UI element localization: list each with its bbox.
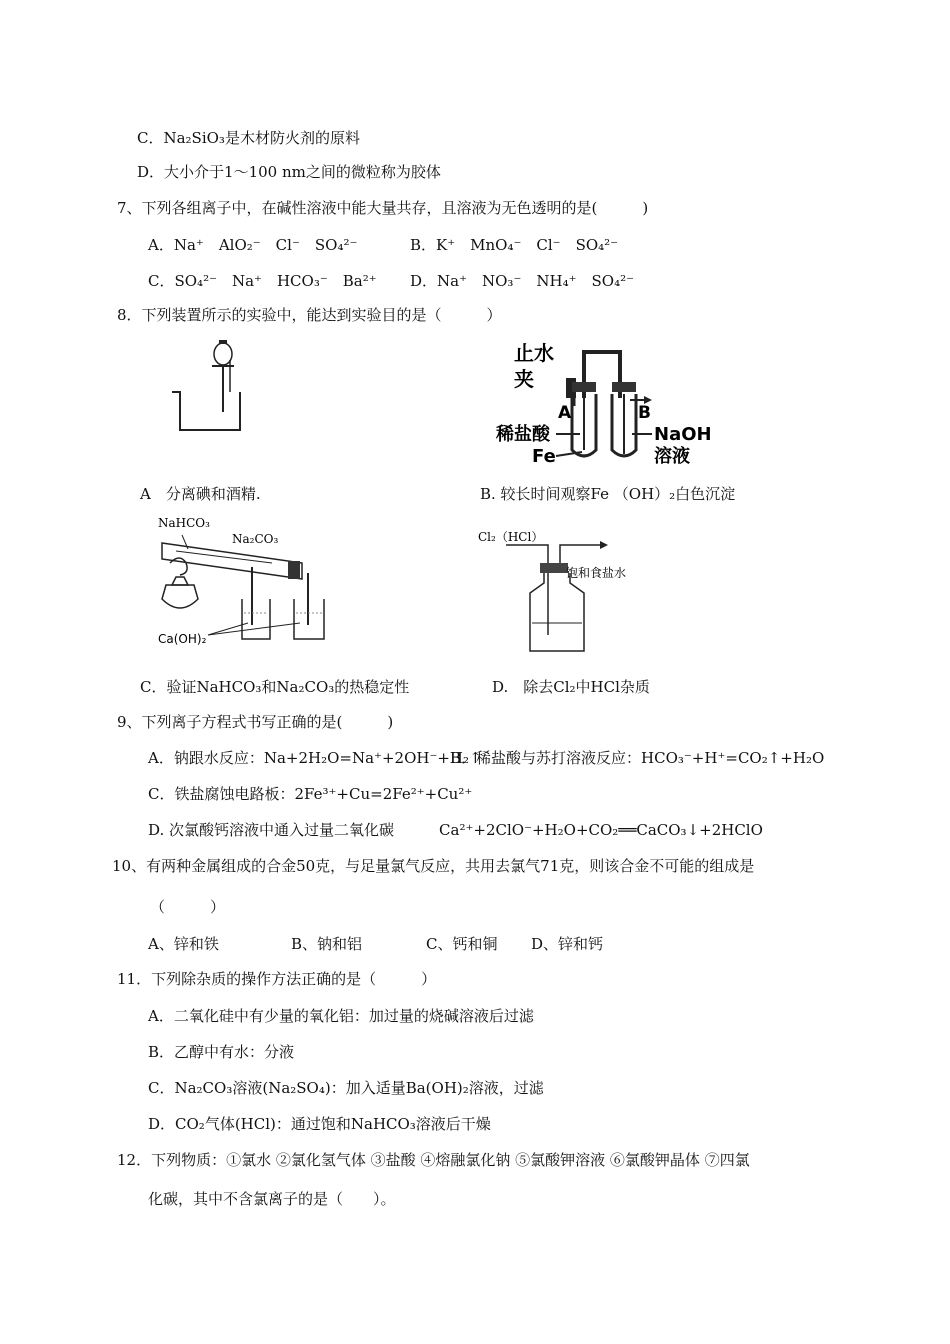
- q11-option-a: A．二氧化硅中有少量的氧化铝：加过量的烧碱溶液后过滤: [148, 1007, 534, 1025]
- q8-stem: 8．下列装置所示的实验中，能达到实验目的是（ ）: [117, 306, 502, 324]
- q8-option-b: B. 较长时间观察Fe （OH）₂白色沉淀: [480, 485, 736, 503]
- q7-option-a: A．Na⁺ AlO₂⁻ Cl⁻ SO₄²⁻: [148, 236, 358, 254]
- q12-stem: 12．下列物质：①氯水 ②氯化氢气体 ③盐酸 ④熔融氯化钠 ⑤氯酸钾溶液 ⑥氯酸钾晶体 ⑦四氯: [117, 1151, 750, 1169]
- q7-stem: 7、下列各组离子中，在碱性溶液中能大量共存，且溶液为无色透明的是( ): [117, 199, 649, 217]
- q10-option-a: A、锌和铁: [148, 935, 219, 953]
- q8-option-a: A 分离碘和酒精.: [140, 485, 261, 503]
- q11-option-b: B．乙醇中有水：分液: [148, 1043, 295, 1061]
- label-nahco3: NaHCO₃: [158, 516, 210, 530]
- q9-option-a: A．钠跟水反应：Na+2H₂O=Na⁺+2OH⁻+H₂↑: [148, 749, 482, 767]
- figure-c-thermal-stability: [152, 515, 342, 655]
- q12-stem-continued: 化碳，其中不含氯离子的是（ ）。: [148, 1190, 396, 1208]
- label-solution: 溶液: [654, 446, 690, 467]
- q10-stem: 10、有两种金属组成的合金50克，与足量氯气反应，共用去氯气71克，则该合金不可能的组成是: [112, 857, 755, 875]
- q10-parentheses: （ ）: [150, 898, 226, 916]
- q9-option-c: C．铁盐腐蚀电路板：2Fe³⁺+Cu=2Fe²⁺+Cu²⁺: [148, 785, 473, 803]
- figure-b-feoh2-apparatus: [492, 338, 722, 468]
- q7-option-d: D．Na⁺ NO₃⁻ NH₄⁺ SO₄²⁻: [410, 272, 635, 290]
- q9-option-b: B．稀盐酸与苏打溶液反应：HCO₃⁻+H⁺=CO₂↑+H₂O: [450, 749, 825, 767]
- label-dilute-hcl: 稀盐酸: [496, 424, 550, 445]
- label-na2co3: Na₂CO₃: [232, 532, 279, 546]
- label-clamp-line2: 夹: [514, 367, 534, 391]
- label-naoh: NaOH: [654, 424, 712, 445]
- label-b: B: [638, 403, 651, 423]
- q9-stem: 9、下列离子方程式书写正确的是( ): [117, 713, 394, 731]
- q10-option-c: C、钙和铜: [426, 935, 498, 953]
- label-cl2-hcl: Cl₂（HCl）: [478, 530, 544, 544]
- label-saturated-brine: 饱和食盐水: [566, 566, 627, 580]
- q6-option-c: C．Na₂SiO₃是木材防火剂的原料: [137, 129, 360, 147]
- label-fe: Fe: [532, 446, 556, 467]
- q10-option-d: D、锌和钙: [531, 935, 604, 953]
- label-a: A: [558, 403, 572, 423]
- q6-option-d: D．大小介于1～100 nm之间的微粒称为胶体: [137, 163, 441, 181]
- q11-option-d: D．CO₂气体(HCl)：通过饱和NaHCO₃溶液后干燥: [148, 1115, 491, 1133]
- label-clamp-line1: 止水: [514, 341, 554, 365]
- figure-d-gas-washing-bottle: [476, 527, 656, 657]
- q9-option-d: D. 次氯酸钙溶液中通入过量二氧化碳 Ca²⁺+2ClO⁻+H₂O+CO₂══CaCO₃↓+2HClO: [148, 821, 763, 839]
- figure-a-separatory-funnel: [168, 340, 250, 440]
- q7-option-b: B．K⁺ MnO₄⁻ Cl⁻ SO₄²⁻: [410, 236, 619, 254]
- q8-option-c: C．验证NaHCO₃和Na₂CO₃的热稳定性: [140, 678, 410, 696]
- q8-option-d: D. 除去Cl₂中HCl杂质: [492, 678, 650, 696]
- q11-stem: 11．下列除杂质的操作方法正确的是（ ）: [117, 970, 437, 988]
- q10-option-b: B、钠和铝: [291, 935, 363, 953]
- label-caoh2: Ca(OH)₂: [158, 632, 207, 646]
- q11-option-c: C．Na₂CO₃溶液(Na₂SO₄)：加入适量Ba(OH)₂溶液，过滤: [148, 1079, 544, 1097]
- q7-option-c: C．SO₄²⁻ Na⁺ HCO₃⁻ Ba²⁺: [148, 272, 377, 290]
